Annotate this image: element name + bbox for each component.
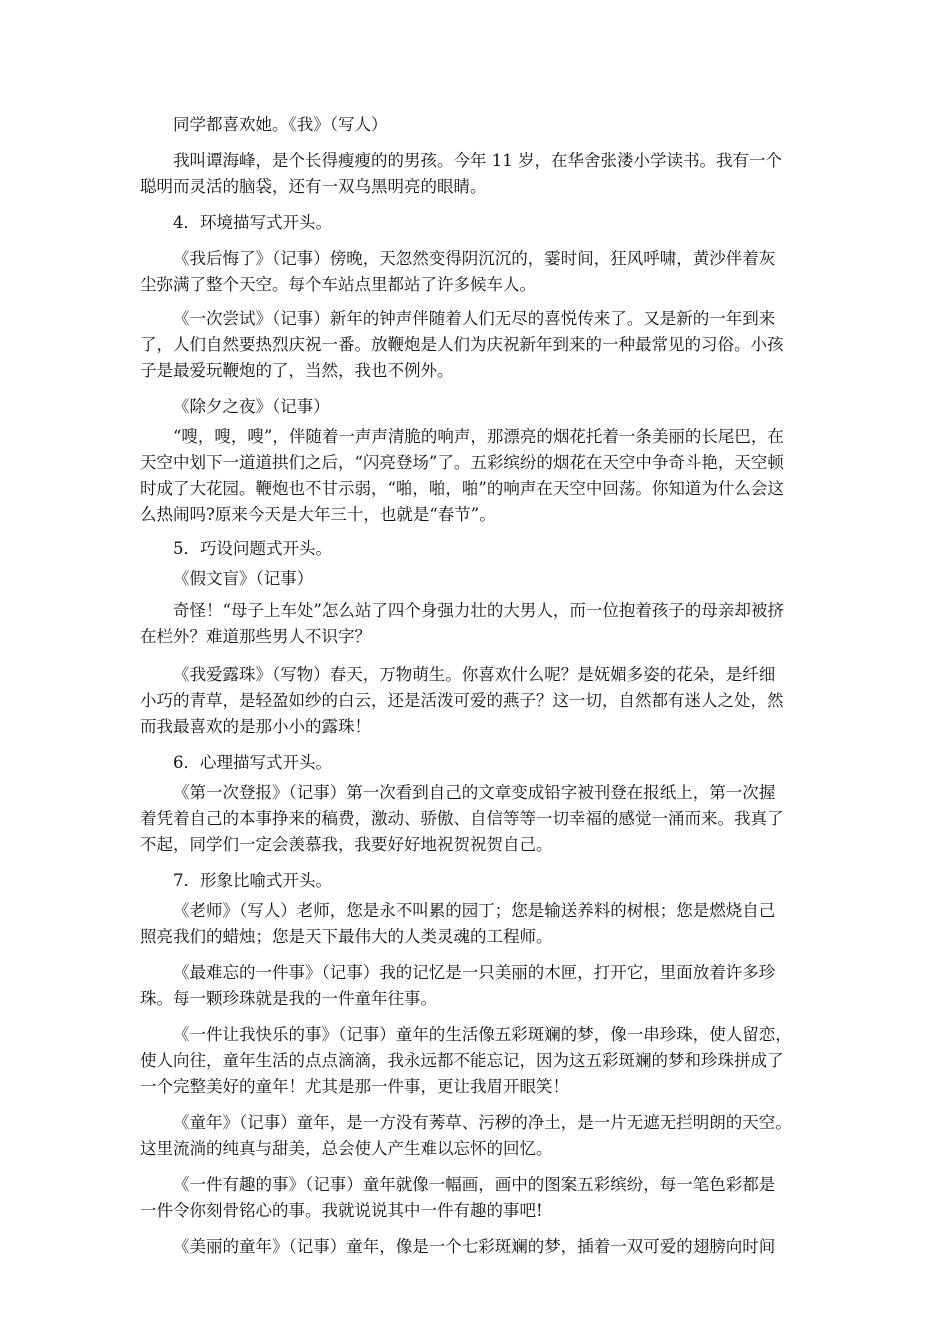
paragraph xyxy=(140,1234,840,1260)
text-line: 这里流淌的纯真与甜美，总会使人产生难以忘怀的回忆。 xyxy=(140,1139,553,1158)
text-line: 《老师》（写人）老师，您是永不叫累的园丁；您是输送养料的树根；您是燃烧自己 xyxy=(173,901,776,920)
text-line: 聪明而灵活的脑袋，还有一双乌黑明亮的眼睛。 xyxy=(140,177,487,196)
text-line: 《美丽的童年》（记事）童年，像是一个七彩斑斓的梦，插着一双可爱的翅膀向时间 xyxy=(173,1237,776,1256)
text-line: 我叫谭海峰，是个长得瘦瘦的的男孩。今年 11 岁，在华舍张溇小学读书。我有一个 xyxy=(173,151,782,170)
section-heading xyxy=(140,210,840,236)
text-line: 子是最爱玩鞭炮的了，当然，我也不例外。 xyxy=(140,361,454,380)
text-line: 《我后悔了》（记事）傍晚，天忽然变得阴沉沉的，霎时间，狂风呼啸，黄沙伴着灰 xyxy=(173,249,776,268)
text-line: 使人向往，童年生活的点点滴滴，我永远都不能忘记，因为这五彩斑斓的梦和珍珠拼成了 xyxy=(140,1051,784,1070)
section-heading xyxy=(140,868,840,894)
text-line: 着凭着自己的本事挣来的稿费，激动、骄傲、自信等等一切幸福的感觉一涌而来。我真了 xyxy=(140,809,784,828)
paragraph xyxy=(140,246,840,298)
text-line: 在栏外？难道那些男人不识字？ xyxy=(140,627,371,646)
text-line: 小巧的青草，是轻盈如纱的白云，还是活泼可爱的燕子？这一切，自然都有迷人之处，然 xyxy=(140,691,784,710)
text-line: 5．巧设问题式开头。 xyxy=(173,539,332,558)
text-line: 了，人们自然要热烈庆祝一番。放鞭炮是人们为庆祝新年到来的一种最常见的习俗。小孩 xyxy=(140,335,784,354)
paragraph xyxy=(140,598,840,650)
text-line: 尘弥满了整个天空。每个车站点里都站了许多候车人。 xyxy=(140,275,536,294)
paragraph xyxy=(140,662,840,740)
text-line: 么热闹吗?原来今天是大年三十，也就是“春节”。 xyxy=(140,505,496,524)
text-line: 4．环境描写式开头。 xyxy=(173,213,332,232)
text-line: 不起，同学们一定会羡慕我，我要好好地祝贺祝贺自己。 xyxy=(140,835,553,854)
paragraph xyxy=(140,780,840,858)
text-line: 天空中划下一道道拱们之后，“闪亮登场”了。五彩缤纷的烟花在天空中争奇斗艳，天空顿 xyxy=(140,453,784,472)
text-line: 《假文盲》（记事） xyxy=(173,569,314,588)
paragraph xyxy=(140,306,840,384)
paragraph xyxy=(140,1110,840,1162)
text-line: 珠。每一颗珍珠就是我的一件童年往事。 xyxy=(140,989,437,1008)
text-line: “嗖，嗖，嗖”，伴随着一声声清脆的响声，那漂亮的烟花托着一条美丽的长尾巴，在 xyxy=(173,427,784,446)
text-line: 《一次尝试》（记事）新年的钟声伴随着人们无尽的喜悦传来了。又是新的一年到来 xyxy=(173,309,776,328)
text-line: 《童年》（记事）童年，是一方没有莠草、污秽的净土，是一片无遮无拦明朗的天空。 xyxy=(173,1113,792,1132)
text-line: 《一件有趣的事》（记事）童年就像一幅画，画中的图案五彩缤纷，每一笔色彩都是 xyxy=(173,1175,776,1194)
paragraph xyxy=(140,394,840,420)
paragraph xyxy=(140,898,840,950)
text-line: 时成了大花园。鞭炮也不甘示弱，“啪，啪，啪”的响声在天空中回荡。你知道为什么会这 xyxy=(140,479,784,498)
text-line: 《最难忘的一件事》（记事）我的记忆是一只美丽的木匣，打开它，里面放着许多珍 xyxy=(173,963,776,982)
text-line: 照亮我们的蜡烛；您是天下最伟大的人类灵魂的工程师。 xyxy=(140,927,553,946)
text-line: 奇怪！“母子上车处”怎么站了四个身强力壮的大男人，而一位抱着孩子的母亲却被挤 xyxy=(173,601,784,620)
text-line: 而我最喜欢的是那小小的露珠！ xyxy=(140,717,371,736)
paragraph xyxy=(140,1172,840,1224)
text-line: 同学都喜欢她。《我》（写人） xyxy=(173,115,388,134)
section-heading xyxy=(140,536,840,562)
text-line: 一个完整美好的童年！尤其是那一件事，更让我眉开眼笑！ xyxy=(140,1077,569,1096)
text-line: 一件令你刻骨铭心的事。我就说说其中一件有趣的事吧! xyxy=(140,1201,543,1220)
paragraph xyxy=(140,112,840,138)
text-line: 7．形象比喻式开头。 xyxy=(173,871,332,890)
text-line: 《第一次登报》（记事）第一次看到自己的文章变成铅字被刊登在报纸上，第一次握 xyxy=(173,783,776,802)
paragraph xyxy=(140,566,840,592)
text-line: 《一件让我快乐的事》（记事）童年的生活像五彩斑斓的梦，像一串珍珠，使人留恋， xyxy=(173,1025,792,1044)
section-heading xyxy=(140,750,840,776)
text-line: 《除夕之夜》（记事） xyxy=(173,397,330,416)
text-line: 《我爱露珠》（写物）春天，万物萌生。你喜欢什么呢？是妩媚多姿的花朵，是纤细 xyxy=(173,665,776,684)
text-line: 6．心理描写式开头。 xyxy=(173,753,332,772)
paragraph xyxy=(140,1022,840,1100)
paragraph xyxy=(140,424,840,528)
paragraph xyxy=(140,960,840,1012)
paragraph xyxy=(140,148,840,200)
